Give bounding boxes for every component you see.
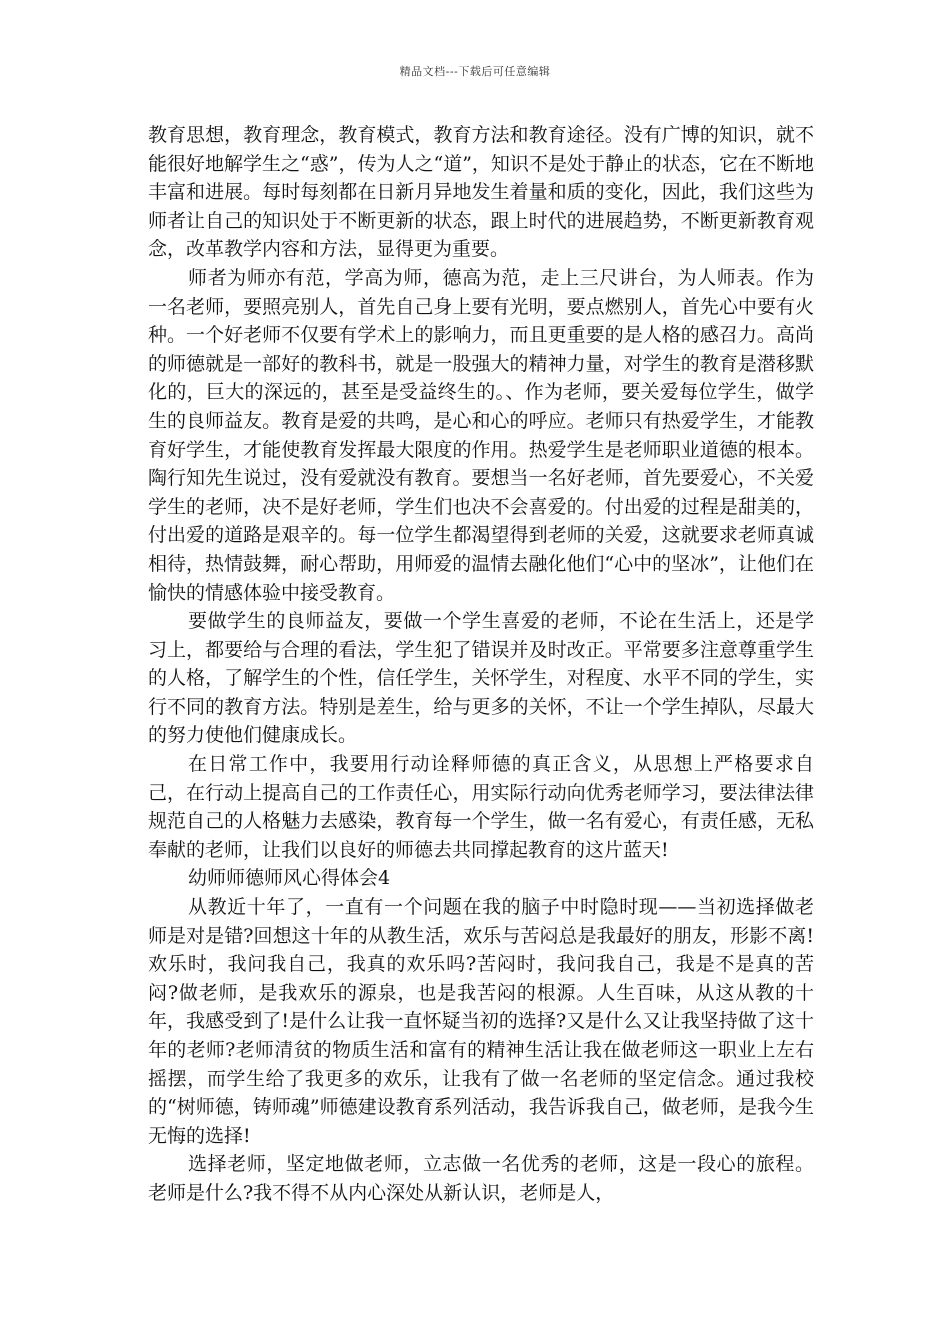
page-header: 精品文档---下载后可任意编辑 (399, 65, 551, 78)
document-body (148, 121, 814, 1208)
paragraph: 在日常工作中，我要用行动诠释师德的真正含义，从思想上严格要求自己，在行动上提高自己的工作责任心，用实际行动向优秀老师学习，要法律法律规范自己的人格魅力去感染，教育每一个学生，做一名有爱心，有责任感，无私奉献的老师，让我们以良好的师德去共同撑起教育的这片蓝天! (148, 753, 814, 861)
paragraph: 从教近十年了，一直有一个问题在我的脑子中时隐时现——当初选择做老师是对是错?回想这十年的从教生活，欢乐与苦闷总是我最好的朋友，形影不离!欢乐时，我问我自己，我真的欢乐吗?苦闷时，我问我自己，我是不是真的苦闷?做老师，是我欢乐的源泉，也是我苦闷的根源。人生百味，从这从教的十年，我感受到了!是什么让我一直怀疑当初的选择?又是什么又让我坚持做了这十年的老师?老师清贫的物质生活和富有的精神生活让我在做老师这一职业上左右摇摆，而学生给了我更多的欢乐，让我有了做一名老师的坚定信念。通过我校的“树师德，铸师魂”师德建设教育系列活动，我告诉我自己，做老师，是我今生无悔的选择! (148, 896, 814, 1147)
paragraph: 要做学生的良师益友，要做一个学生喜爱的老师，不论在生活上，还是学习上，都要给与合理的看法，学生犯了错误并及时改正。平常要多注意尊重学生的人格，了解学生的个性，信任学生，关怀学生，对程度、水平不同的学生，实行不同的教育方法。特别是差生，给与更多的关怀，不让一个学生掉队，尽最大的努力使他们健康成长。 (148, 610, 814, 747)
paragraph: 选择老师，坚定地做老师，立志做一名优秀的老师，这是一段心的旅程。老师是什么?我不得不从内心深处从新认识，老师是人， (148, 1153, 814, 1204)
section-heading: 幼师师德师风心得体会4 (188, 867, 391, 890)
paragraph: 教育思想，教育理念，教育模式，教育方法和教育途径。没有广博的知识，就不能很好地解学生之“惑”，传为人之“道”，知识不是处于静止的状态，它在不断地丰富和进展。每时每刻都在日新月异地发生着量和质的变化，因此，我们这些为师者让自己的知识处于不断更新的状态，跟上时代的进展趋势，不断更新教育观念，改革教学内容和方法，显得更为重要。 (148, 124, 814, 261)
paragraph: 师者为师亦有范，学高为师，德高为范，走上三尺讲台，为人师表。作为一名老师，要照亮别人，首先自己身上要有光明，要点燃别人，首先心中要有火种。一个好老师不仅要有学术上的影响力，而且更重要的是人格的感召力。高尚的师德就是一部好的教科书，就是一股强大的精神力量，对学生的教育是潜移默化的，巨大的深远的，甚至是受益终生的。、作为老师，要关爱每位学生，做学生的良师益友。教育是爱的共鸣，是心和心的呼应。老师只有热爱学生，才能教育好学生，才能使教育发挥最大限度的作用。热爱学生是老师职业道德的根本。陶行知先生说过，没有爱就没有教育。要想当一名好老师，首先要爱心，不关爱学生的老师，决不是好老师，学生们也决不会喜爱的。付出爱的过程是甜美的，付出爱的道路是艰辛的。每一位学生都渴望得到老师的关爱，这就要求老师真诚相待，热情鼓舞，耐心帮助，用师爱的温情去融化他们“心中的坚冰”，让他们在愉快的情感体验中接受教育。 (148, 266, 814, 604)
